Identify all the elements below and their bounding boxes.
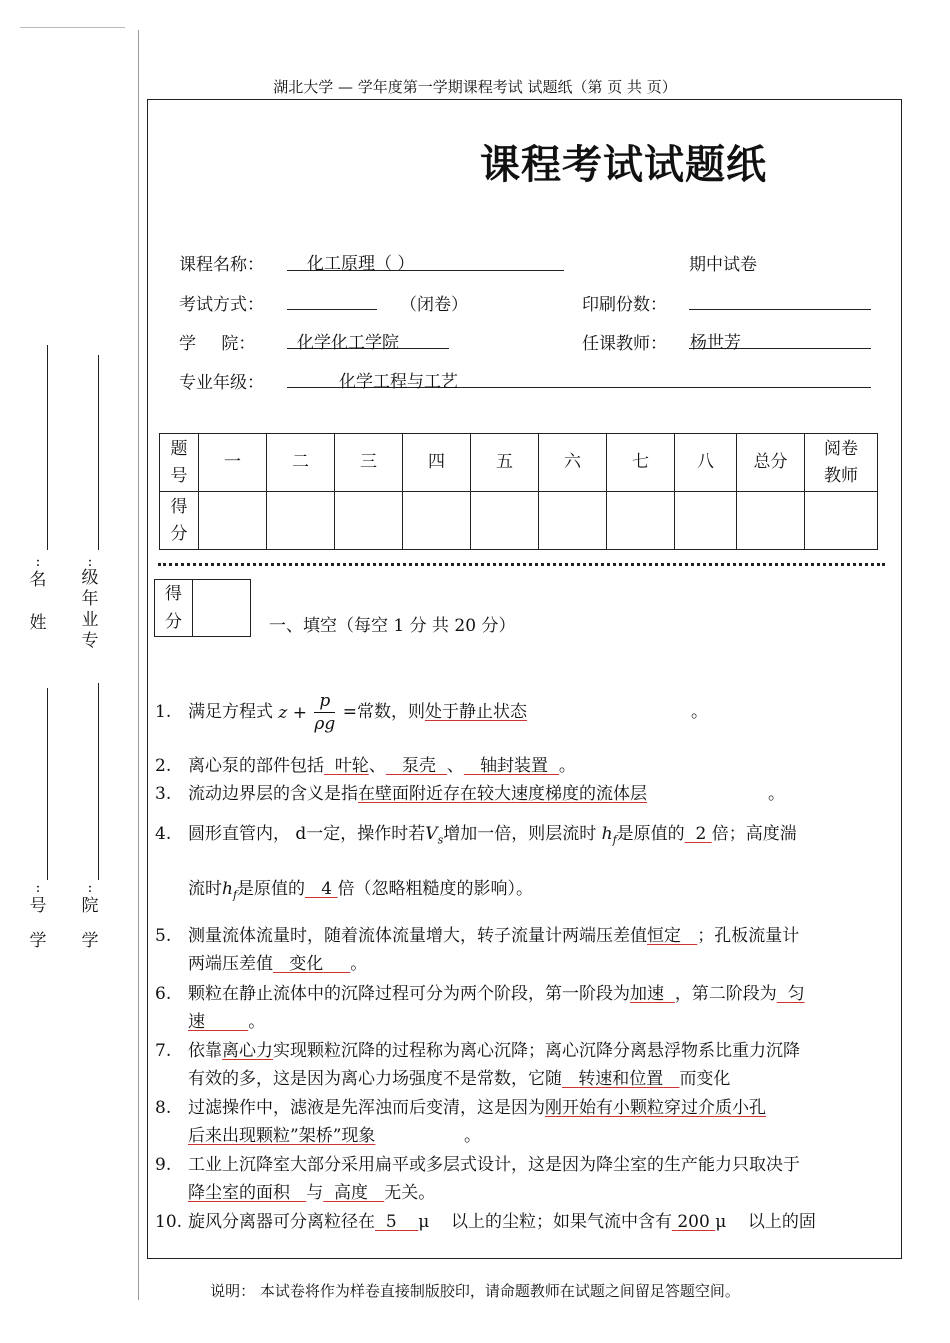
question-10: 10. 旋风分离器可分离粒径在 5 μ 以上的尘粒；如果气流中含有 200 μ 以上的固 — [155, 1212, 816, 1232]
course-value: 化工原理（ ） — [307, 254, 415, 274]
question-6: 6. 颗粒在静止流体中的沉降过程可分为两个阶段，第一阶段为加速 ，第二阶段为 匀 — [155, 984, 805, 1004]
question-6-line-2: 速 。 — [188, 1012, 266, 1032]
question-9-line-2: 降尘室的面积 与 高度 无关。 — [188, 1183, 436, 1203]
exam-type: 期中试卷 — [689, 255, 757, 275]
score-cell[interactable] — [471, 492, 539, 550]
side-line — [47, 688, 48, 880]
score-cell[interactable] — [335, 492, 403, 550]
page-header: 湖北大学 — 学年度第一学期课程考试 试题纸（第 页 共 页） — [273, 78, 677, 96]
score-col-total: 总分 — [737, 434, 805, 492]
side-line — [47, 345, 48, 550]
print-count-underline — [689, 309, 871, 310]
score-cell[interactable] — [805, 492, 878, 550]
side-line — [98, 683, 99, 880]
binding-strip — [0, 30, 139, 1300]
question-4: 4. 圆形直管内， d一定，操作时若$V_s$增加一倍，则层流时 $h_f$是原值的 2 倍；高度湍 — [155, 824, 797, 847]
score-cell[interactable] — [267, 492, 335, 550]
footer-note: 说明： 本试卷将作为样卷直接制版胶印，请命题教师在试题之间留足答题空间。 — [210, 1282, 740, 1300]
score-row-label: 得分 — [160, 492, 199, 550]
score-col: 八 — [675, 434, 737, 492]
side-college-label: : 院 学 — [81, 880, 99, 951]
score-col: 三 — [335, 434, 403, 492]
question-4-line-2: 流时$h_f$是原值的 4 倍（忽略粗糙度的影响）。 — [188, 879, 533, 902]
major-value: 化学工程与工艺 — [339, 372, 458, 392]
score-cell[interactable] — [403, 492, 471, 550]
major-label: 专业年级： — [179, 373, 264, 393]
teacher-label: 任课教师： — [582, 334, 667, 354]
section-title: 一、填空（每空 1 分 共 20 分） — [269, 616, 516, 636]
score-col: 七 — [607, 434, 675, 492]
print-count-label: 印刷份数： — [582, 295, 667, 315]
side-student-id-label: : 号 学 — [29, 880, 47, 951]
dotted-divider — [158, 563, 885, 566]
side-major-grade-label: : 级 年 业 专 — [81, 554, 99, 651]
method-suffix: （闭卷） — [400, 295, 468, 315]
score-col: 五 — [471, 434, 539, 492]
section-score-label: 得分 — [155, 580, 193, 636]
score-table — [159, 433, 878, 550]
college-label: 学 院： — [179, 334, 256, 354]
question-3: 3. 流动边界层的含义是指在壁面附近存在较大速度梯度的流体层 。 — [155, 784, 785, 804]
question-7: 7. 依靠离心力实现颗粒沉降的过程称为离心沉降；离心沉降分离悬浮物系比重力沉降 — [155, 1041, 800, 1061]
score-cell[interactable] — [737, 492, 805, 550]
question-8-line-2: 后来出现颗粒”架桥”现象 。 — [188, 1126, 481, 1146]
question-1: 1. 满足方程式 z + $\frac{p}{\rho g}$ =常数，则处于静止状态 。 — [155, 691, 708, 734]
method-label: 考试方式： — [179, 295, 264, 315]
question-7-line-2: 有效的多，这是因为离心力场强度不是常数，它随 转速和位置 而变化 — [188, 1069, 731, 1089]
question-5: 5. 测量流体流量时，随着流体流量增大，转子流量计两端压差值恒定 ；孔板流量计 — [155, 926, 800, 946]
score-col: 二 — [267, 434, 335, 492]
page-title: 课程考试试题纸 — [480, 142, 767, 188]
score-cell[interactable] — [607, 492, 675, 550]
score-cell[interactable] — [539, 492, 607, 550]
question-5-line-2: 两端压差值 变化 。 — [188, 954, 368, 974]
course-label: 课程名称： — [179, 255, 264, 275]
question-2: 2. 离心泵的部件包括 叶轮、 泵壳 、 轴封装置 。 — [155, 756, 576, 776]
score-table-header-label: 题号 — [160, 434, 199, 492]
strip-top-edge — [20, 27, 125, 28]
score-col: 四 — [403, 434, 471, 492]
college-value: 化学化工学院 — [297, 333, 399, 353]
question-8: 8. 过滤操作中，滤液是先浑浊而后变清，这是因为刚开始有小颗粒穿过介质小孔 — [155, 1098, 766, 1118]
teacher-value: 杨世芳 — [690, 333, 741, 353]
side-name-label: : 名 姓 — [29, 554, 47, 633]
method-underline — [287, 309, 377, 310]
side-line — [98, 355, 99, 550]
score-cell[interactable] — [199, 492, 267, 550]
score-col: 六 — [539, 434, 607, 492]
score-col-reviewer: 阅卷教师 — [805, 434, 878, 492]
section-score-box — [154, 579, 251, 637]
score-cell[interactable] — [675, 492, 737, 550]
question-9: 9. 工业上沉降室大部分采用扁平或多层式设计，这是因为降尘室的生产能力只取决于 — [155, 1155, 800, 1175]
score-col: 一 — [199, 434, 267, 492]
